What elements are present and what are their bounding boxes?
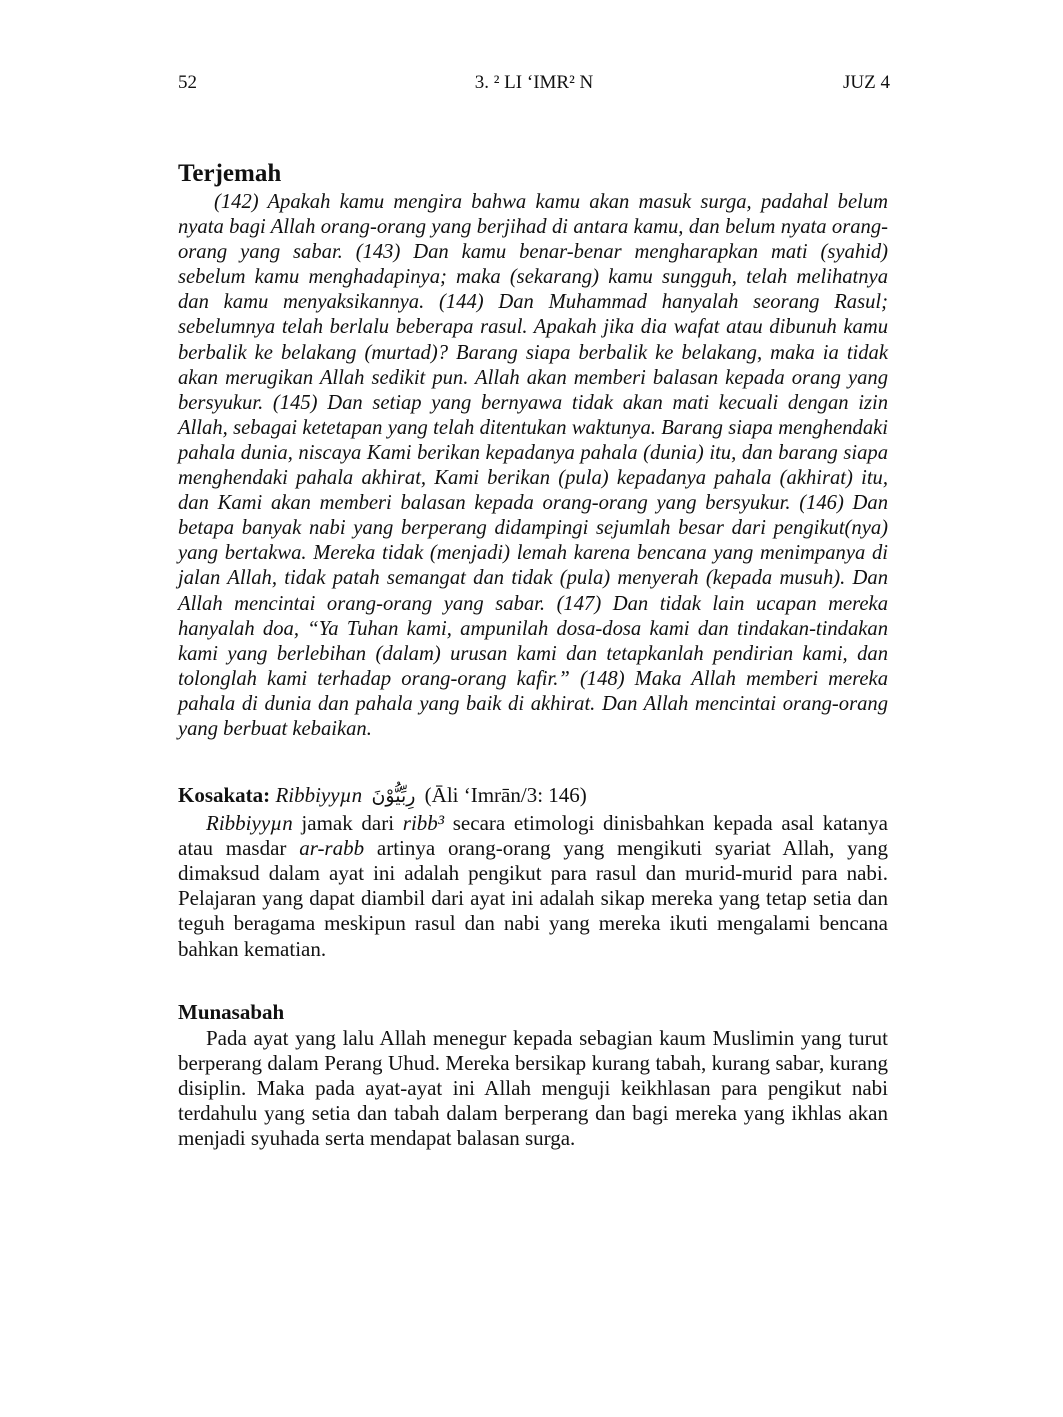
kosakata-paragraph-text-1: jamak dari xyxy=(292,811,403,836)
kosakata-paragraph xyxy=(178,811,888,962)
page-content xyxy=(178,158,888,1151)
kosakata-heading xyxy=(178,780,888,811)
kosakata-term: Ribbiyyµn xyxy=(275,783,363,808)
kosakata-reference: (Āli ‘Imrān/3: 146) xyxy=(424,783,587,808)
munasabah-text: Pada ayat yang lalu Allah menegur kepada sebagian kaum Muslimin yang turut berperang dalam Perang Uhud. Mereka bersikap kurang tabah, kurang sabar, kurang disiplin. Maka pada ayat-ayat ini Allah menguji keikhlasan para pengikut nabi terdahulu yang setia dan tabah dalam berperang dan bagi mereka yang ikhlas akan menjadi syuhada serta mendapat balasan surga. xyxy=(178,1025,888,1150)
kosakata-paragraph-text-2: secara etimologi dinisbahkan kepada asal katanya atau masdar xyxy=(178,811,888,861)
page-number: 52 xyxy=(178,72,197,93)
kosakata-paragraph-arrabb: ar-rabb xyxy=(299,836,365,861)
kosakata-paragraph-term: Ribbiyyµn xyxy=(206,811,293,836)
juz-label: JUZ 4 xyxy=(843,72,890,93)
terjemah-heading: Terjemah xyxy=(178,160,282,187)
kosakata-paragraph-ribb: ribb³ xyxy=(402,811,445,836)
munasabah-heading: Munasabah xyxy=(178,999,285,1024)
kosakata-paragraph-text-3: artinya orang-orang yang mengikuti syariat Allah, yang dimaksud dalam ayat ini adalah pengikut para rasul dan murid-murid para nabi. Pelajaran yang dapat diambil dari ayat ini adalah sikap mereka yang tetap setia dan teguh beragama meskipun rasul dan nabi yang mereka ikuti mengalami bencana bahkan kematian. xyxy=(178,836,889,961)
terjemah-text: (142) Apakah kamu mengira bahwa kamu akan masuk surga, padahal belum nyata bagi Allah orang-orang yang berjihad di antara kamu, dan belum nyata orang-orang yang sabar. (143) Dan kamu benar-benar mengharapkan mati (syahid) sebelum kamu menghadapinya; maka (sekarang) kamu sungguh, telah melihatnya dan kamu menyaksikannya. (144) Dan Muhammad hanyalah seorang Rasul; sebelumnya telah berlalu beberapa rasul. Apakah jika dia wafat atau dibunuh kamu berbalik ke belakang (murtad)? Barang siapa berbalik ke belakang, maka ia tidak akan merugikan Allah sedikit pun. Allah akan memberi balasan kepada orang yang bersyukur. (145) Dan setiap yang bernyawa tidak akan mati kecuali dengan izin Allah, sebagai ketetapan yang telah ditentukan waktunya. Barang siapa menghendaki pahala dunia, niscaya Kami berikan kepadanya pahala (dunia) itu, dan barang siapa menghendaki pahala akhirat, Kami berikan (pula) kepadanya pahala (akhirat) itu, dan Kami akan memberi balasan kepada orang-orang yang bersyukur. (146) Dan betapa banyak nabi yang berperang didampingi sejumlah besar dari pengikut(nya) yang bertakwa. Mereka tidak (menjadi) lemah karena bencana yang menimpanya di jalan Allah, tidak patah semangat dan tidak (pula) menyerah (kepada musuh). Dan Allah mencintai orang-orang yang sabar. (147) Dan tidak lain ucapan mereka hanyalah doa, “Ya Tuhan kami, ampunilah dosa-dosa kami dan tindakan-tindakan kami yang berlebihan (dalam) urusan kami dan tetapkanlah pendirian kami, dan tolonglah kami terhadap orang-orang kafir.” (148) Maka Allah memberi mereka pahala di dunia dan pahala yang baik di akhirat. Dan Allah mencintai orang-orang yang berbuat kebaikan. xyxy=(178,191,888,740)
chapter-title: 3. ² LI ‘IMR² N xyxy=(474,72,594,93)
kosakata-label: Kosakata: xyxy=(178,783,271,808)
kosakata-arabic: رِبِّيُّوْنَ xyxy=(371,785,416,808)
page-header xyxy=(178,72,890,98)
